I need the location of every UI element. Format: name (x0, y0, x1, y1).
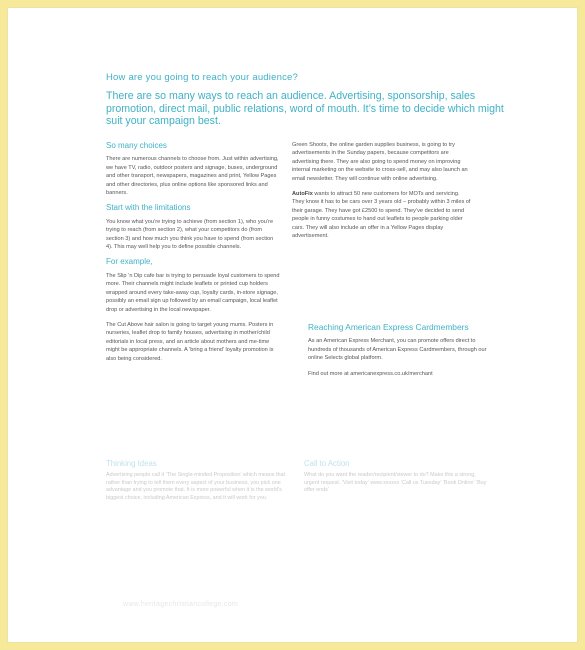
faint-right-text: What do you want the reader/recipient/viewer to do? Make this a strong, urgent request. ‘Visit today’ www.xxxxxx ‘Call us Tuesday’ ‘Book Online’ ‘Buy offer ends’ (304, 471, 487, 494)
faint-left-text: Advertising people call it ‘The Single-minded Proposition’ which means that rather than trying to tell them every aspect of your business, you pick one advantage and you promote that. It is more powerful when it is the world’s biggest choice, including American Express, and it will work for you. (106, 471, 285, 502)
choices-text: There are numerous channels to choose from. Just within advertising, we have TV, radio, outdoor posters and signage, buses, underground and other transport, newspapers, magazines and print, Yellow Pages and other directories, plus online options like sponsored links and banners. (106, 156, 279, 197)
amex-link[interactable]: Find out more at americanexpress.co.uk/merchant (308, 370, 433, 377)
brochure-page (8, 8, 577, 642)
green-shoots-paragraph: Green Shoots, the online garden supplies business, is going to try advertisements in the Sunday papers, because competitors are advertising there. They are also going to spend money on improving internal marketing on the website to cross-sell, and may also launch an email newsletter. They will continue with online advertising. (292, 142, 468, 182)
autofix-text: wants to attract 50 new customers for MOTs and servicing. They know it has to be cars over 3 years old – probably within 3 miles of their garage. They have got £2500 to spend. They’ve decided to send people in funny costumes to hand out leaflets to people parking older cars. They will also include an offer in a Yellow Pages display advertisement. (292, 191, 471, 240)
limits-text: You know what you’re trying to achieve (from section 1), who you’re trying to reach (from section 2), what your competitors do (from section 3) and how much you think you have to spend (from section 4). This may well help you to define possible channels. (106, 218, 274, 251)
example-heading: For example, (106, 257, 153, 267)
example-paragraph-2: The Cut Above hair salon is going to target young mums. Posters in nurseries, leaflet drop to family houses, advertising in mother/child editorials in local press, and an article about mothers and me-time might be appropriate channels. A ‘bring a friend’ loyalty promotion is also being considered. (106, 321, 274, 362)
example-paragraph-1: The Slip ’n Dip cafe bar is trying to persuade loyal customers to spend more. Their channels might include leaflets or printed cup holders wrapped around every take-away cup, loyalty cards, in-store signage, possibly an email sign up followed by an email campaign, local leaflet drop or advertising in the local newspaper. (106, 272, 280, 313)
faint-right-heading: Call to Action (304, 459, 350, 468)
faint-right-block (304, 460, 490, 495)
autofix-name: AutoFix (292, 191, 313, 198)
amex-text: As an American Express Merchant, you can promote offers direct to hundreds of thousands of American Express Cardmembers, through our online Selects global platform. (308, 338, 487, 362)
watermark: www.heritagechristiancollege.com (123, 601, 239, 608)
section-kicker: How are you going to reach your audience? (106, 72, 298, 83)
amex-callout (308, 323, 488, 378)
amex-heading: Reaching American Express Cardmembers (308, 322, 469, 332)
faint-left-heading: Thinking Ideas (106, 459, 157, 468)
right-column (292, 141, 472, 247)
autofix-paragraph (292, 190, 472, 240)
faint-left-block (106, 460, 286, 503)
choices-heading: So many choices (106, 141, 167, 150)
page-headline: There are so many ways to reach an audience. Advertising, sponsorship, sales promotion, direct mail, public relations, word of mouth. It’s time to decide which might suit your campaign best. (106, 90, 504, 127)
limits-heading: Start with the limitations (106, 203, 191, 213)
left-column (106, 142, 281, 370)
